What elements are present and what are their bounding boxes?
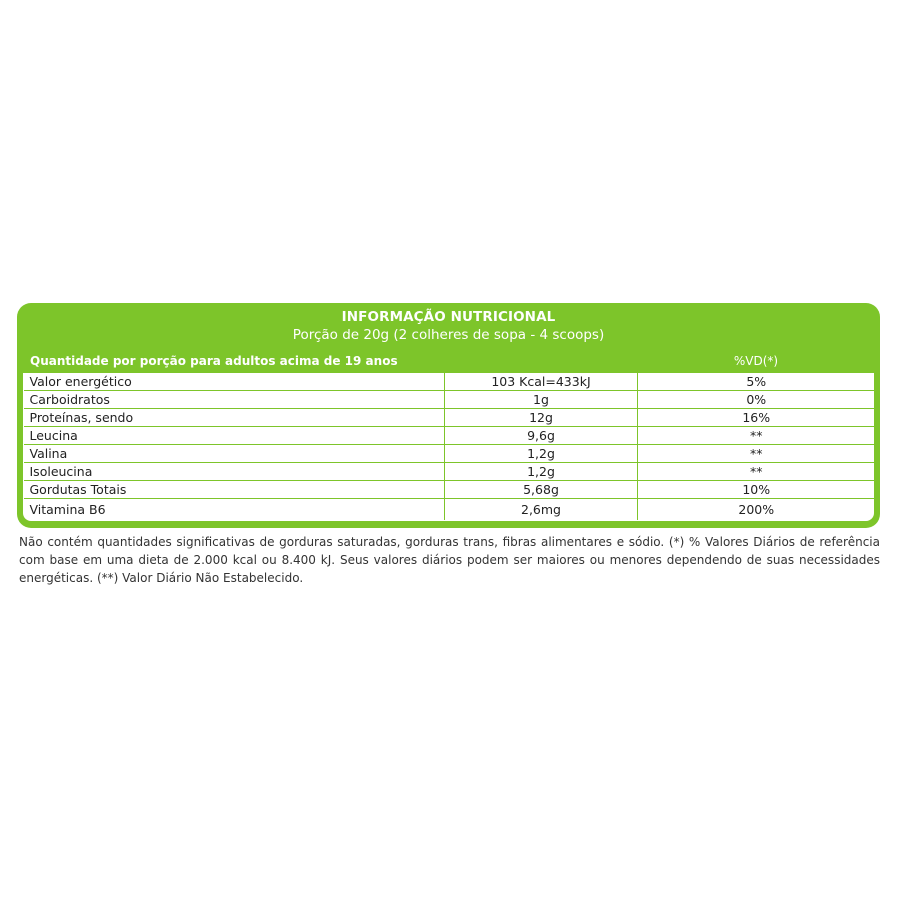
header-daily-value: %VD(*) [638,349,875,373]
nutrient-amount: 2,6mg [445,499,638,521]
nutrient-daily-value: 5% [638,373,875,391]
nutrition-footnote: Não contém quantidades significativas de gorduras saturadas, gorduras trans, fibras alimentares e sódio. (*) % Valores Diários de referência com base em uma dieta de 2.000 kcal ou 8.400 kJ. Seus valores diários podem ser maiores ou menores dependendo de suas necessidades energéticas. (**) Valor Diário Não Estabelecido. [19,535,880,585]
nutrient-amount: 103 Kcal=433kJ [445,373,638,391]
nutrient-daily-value: 10% [638,481,875,499]
nutrition-facts-panel [17,303,880,528]
header-amount [445,349,638,373]
nutrient-name: Isoleucina [24,463,445,481]
table-row [24,391,875,409]
nutrient-amount: 5,68g [445,481,638,499]
table-row [24,445,875,463]
table-row [24,463,875,481]
panel-title: INFORMAÇÃO NUTRICIONAL [341,309,556,325]
header-quantity: Quantidade por porção para adultos acima de 19 anos [24,349,445,373]
nutrient-amount: 9,6g [445,427,638,445]
nutrient-name: Leucina [24,427,445,445]
nutrient-daily-value: ** [638,445,875,463]
nutrient-daily-value: ** [638,463,875,481]
nutrient-name: Proteínas, sendo [24,409,445,427]
nutrient-amount: 1,2g [445,463,638,481]
nutrient-amount: 1g [445,391,638,409]
table-row [24,481,875,499]
nutrient-daily-value: 0% [638,391,875,409]
nutrient-name: Valina [24,445,445,463]
nutrient-daily-value: 200% [738,502,775,517]
nutrition-table-container [23,348,874,521]
table-row [24,409,875,427]
serving-size-subtitle: Porção de 20g (2 colheres de sopa - 4 scoops) [292,327,605,343]
nutrient-daily-value: ** [638,427,875,445]
nutrient-name: Vitamina B6 [24,499,445,521]
nutrient-amount: 12g [445,409,638,427]
nutrition-table [23,348,874,520]
table-header-row [24,349,875,373]
nutrient-name: Gordutas Totais [24,481,445,499]
table-row [24,499,875,521]
table-row [24,427,875,445]
nutrient-name: Carboidratos [24,391,445,409]
nutrient-amount: 1,2g [445,445,638,463]
nutrient-daily-value: 16% [638,409,875,427]
table-row [24,373,875,391]
nutrient-name: Valor energético [24,373,445,391]
